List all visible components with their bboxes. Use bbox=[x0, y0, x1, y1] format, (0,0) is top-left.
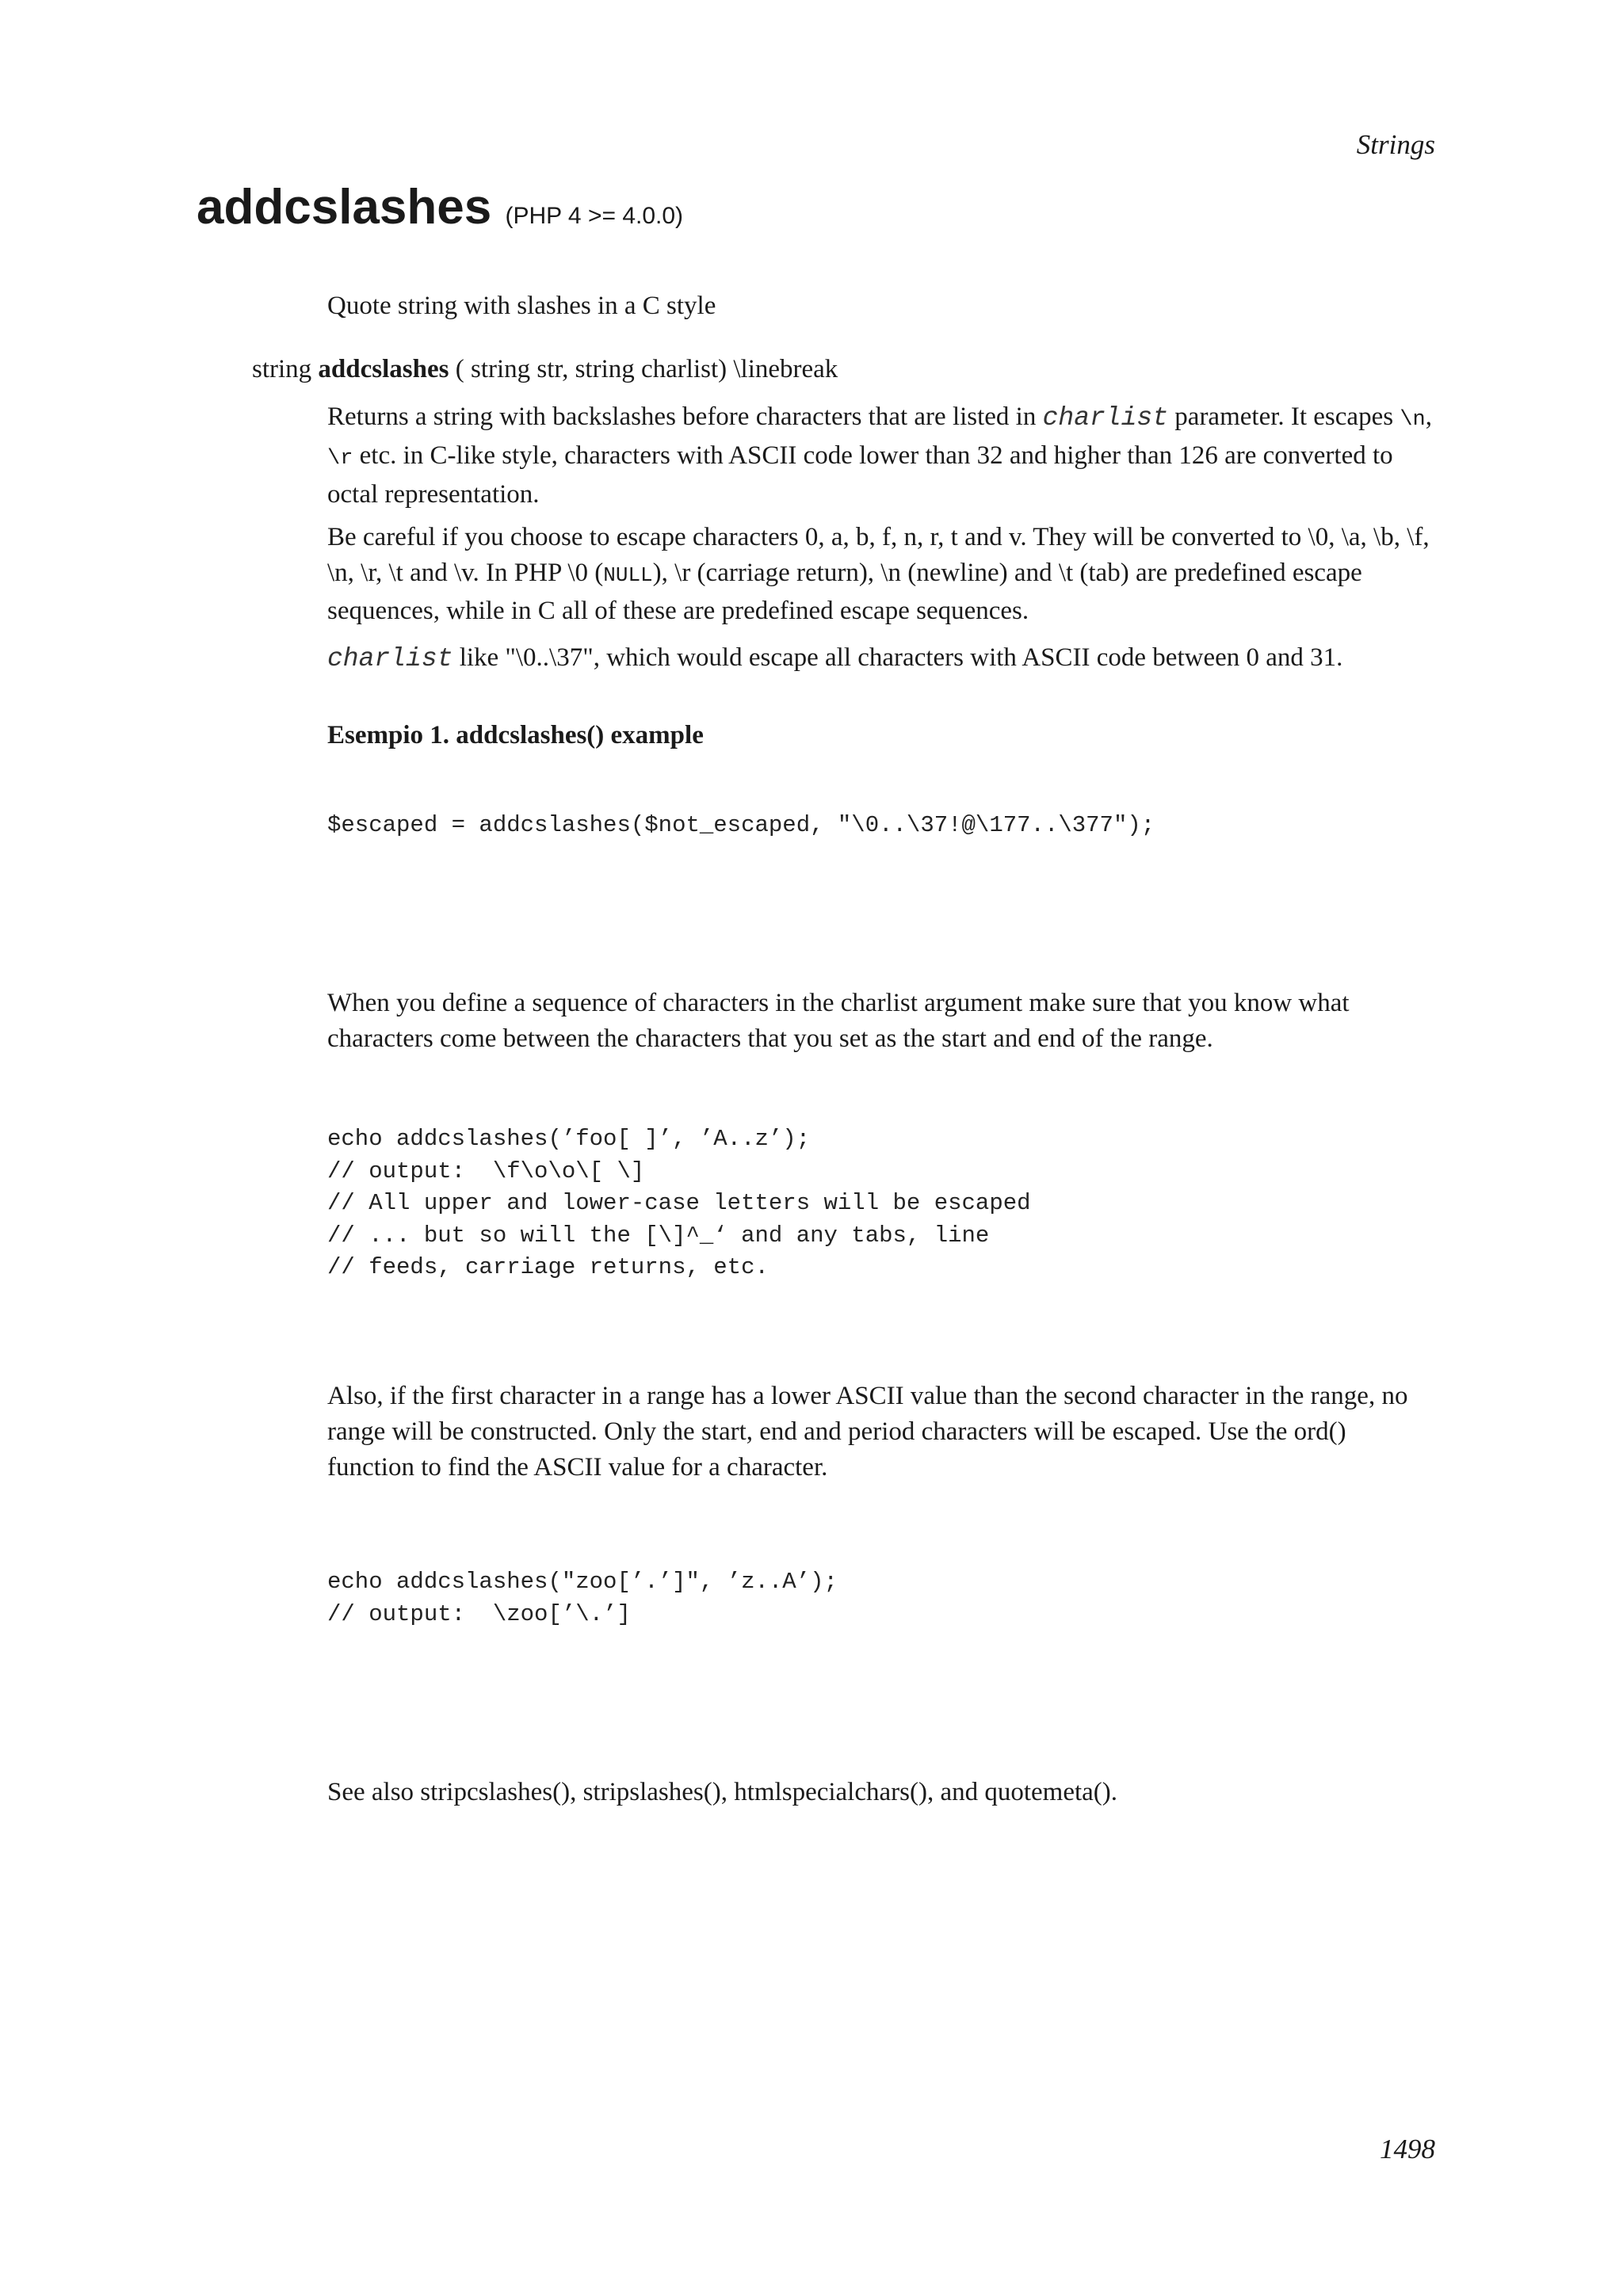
note-paragraph-2: Also, if the first character in a range has a lower ASCII value than the second character in the range, no range will be constructed. Only the start, end and period characters will be escaped. Use the ord() function to find the ASCII value for a character. bbox=[327, 1382, 1408, 1482]
code-example-3: echo addcslashes("zoo[’.’]", ’z..A’); // output: \zoo[’\.’] bbox=[327, 1569, 838, 1627]
example-title: Esempio 1. addcslashes() example bbox=[327, 721, 704, 749]
code-example-2: echo addcslashes(’foo[ ]’, ’A..z’); // output: \f\o\o\[ \] // All upper and lower-case letters will be escaped // ... but so will the [\]^_‘ and any tabs, line // feeds, carriage returns, etc. bbox=[327, 1126, 1031, 1280]
escape-r: \r bbox=[327, 447, 353, 471]
desc1-text-c: etc. in C-like style, characters with ASCII code lower than 32 and higher than 126 are converted to octal representation. bbox=[327, 441, 1393, 509]
code-example-1: $escaped = addcslashes($not_escaped, "\0..\37!@\177..\377"); bbox=[327, 812, 1155, 838]
description-paragraph-2 bbox=[327, 520, 1437, 629]
description-paragraph-1 bbox=[327, 399, 1437, 513]
return-type: string bbox=[252, 355, 312, 383]
note-paragraph-1: When you define a sequence of characters in the charlist argument make sure that you know what characters come between the characters that you set as the start and end of the range. bbox=[327, 989, 1350, 1053]
desc2-text-b: ), \r (carriage return), \n (newline) and \t (tab) are predefined escape sequences, while in C all of these are predefined escape sequences. bbox=[327, 559, 1362, 625]
version-note: (PHP 4 >= 4.0.0) bbox=[505, 203, 684, 229]
description-paragraph-3 bbox=[327, 640, 1437, 677]
param-charlist: charlist bbox=[1042, 403, 1169, 433]
desc2-text-a: Be careful if you choose to escape characters 0, a, b, f, n, r, t and v. They will be converted to \0, \a, \b, \f, \n, \r, \t and \v. In PHP \0 ( bbox=[327, 523, 1430, 587]
function-name: addcslashes bbox=[197, 180, 492, 235]
desc1-text-b: parameter. It escapes bbox=[1174, 402, 1394, 431]
page-number: 1498 bbox=[1380, 2134, 1435, 2164]
desc3-text: like "\0..\37", which would escape all characters with ASCII code between 0 and 31. bbox=[459, 643, 1343, 672]
synopsis-function-name: addcslashes bbox=[318, 355, 449, 383]
purpose-text: Quote string with slashes in a C style bbox=[327, 292, 716, 320]
escape-n: \n bbox=[1400, 408, 1426, 432]
see-also-text: See also stripcslashes(), stripslashes(), htmlspecialchars(), and quotemeta(). bbox=[327, 1778, 1118, 1806]
desc1-comma: , bbox=[1425, 402, 1432, 431]
desc1-text-a: Returns a string with backslashes before characters that are listed in bbox=[327, 402, 1037, 431]
null-constant: NULL bbox=[603, 563, 653, 587]
param-charlist-2: charlist bbox=[327, 644, 453, 673]
synopsis-params: ( string str, string charlist) \linebreak bbox=[455, 355, 838, 383]
section-header: Strings bbox=[1356, 129, 1435, 160]
function-title bbox=[197, 176, 683, 248]
function-synopsis bbox=[252, 352, 1441, 387]
